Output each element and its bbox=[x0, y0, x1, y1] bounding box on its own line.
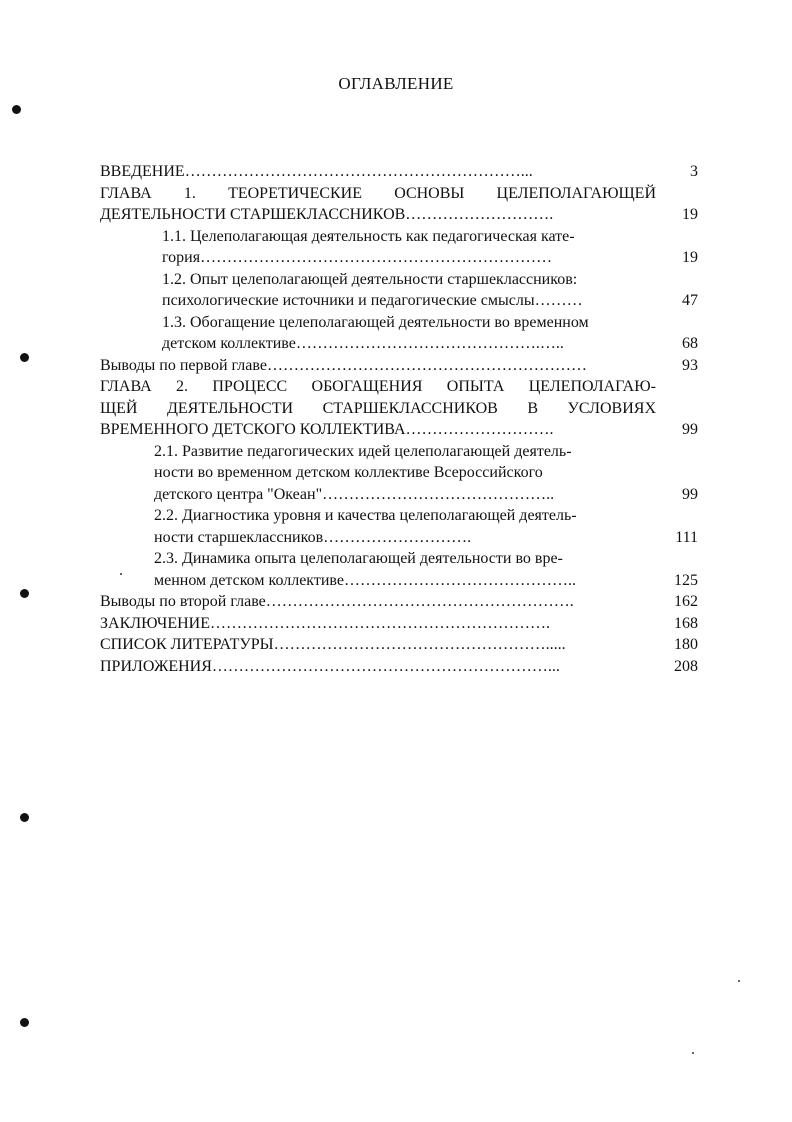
toc-entry-title: ГЛАВА 2. ПРОЦЕСС ОБОГАЩЕНИЯ ОПЫТА ЦЕЛЕПОЛАГАЮ- bbox=[100, 378, 656, 395]
toc-page-number: 68 bbox=[682, 335, 698, 352]
toc-page-number: 19 bbox=[682, 249, 698, 266]
toc-leader-dots: ………………………. bbox=[405, 206, 554, 223]
toc-entry-title-continued: менном детском коллективе bbox=[154, 571, 344, 589]
toc-page-number: 3 bbox=[690, 163, 698, 180]
toc-entry-title-continued: ДЕЯТЕЛЬНОСТИ СТАРШЕКЛАССНИКОВ bbox=[100, 206, 406, 223]
toc-page-number: 180 bbox=[674, 636, 698, 653]
punch-hole-dot bbox=[20, 353, 29, 362]
toc-page-number: 47 bbox=[682, 292, 698, 309]
toc-leader-dots: ……………………………………….….. bbox=[295, 335, 564, 352]
punch-hole-dot bbox=[20, 589, 29, 598]
toc-entry-conclusions-chapter-1[interactable] bbox=[100, 355, 700, 377]
toc-entry-title-continued: детском коллективе bbox=[162, 335, 296, 352]
toc-entry-appendices[interactable] bbox=[100, 656, 700, 678]
toc-page-number: 93 bbox=[682, 356, 698, 374]
scan-speck bbox=[738, 980, 740, 982]
page-title: ОГЛАВЛЕНИЕ bbox=[338, 74, 454, 93]
toc-entry-chapter-2[interactable] bbox=[100, 376, 700, 441]
toc-leader-dots: ………………………. bbox=[405, 421, 554, 438]
toc-page-number: 168 bbox=[674, 614, 698, 632]
toc-entry-section-1-3[interactable] bbox=[100, 312, 700, 355]
toc-entry-title-continued: ности во временном детском коллективе Всероссийского bbox=[154, 464, 543, 481]
toc-leader-dots: ………………………………………………………. bbox=[209, 614, 550, 632]
toc-page-number: 125 bbox=[674, 571, 698, 589]
toc-entry-title-continued: ности старшеклассников bbox=[154, 528, 324, 546]
toc-leader-dots: ………………………………………………………... bbox=[184, 163, 533, 180]
toc-page-number: 19 bbox=[682, 206, 698, 223]
table-of-contents bbox=[100, 161, 700, 677]
toc-entry-title: 1.1. Целеполагающая деятельность как педагогическая кате- bbox=[162, 227, 575, 245]
toc-page-number: 208 bbox=[674, 657, 698, 675]
toc-entry-title: 2.3. Динамика опыта целеполагающей деятельности во вре- bbox=[154, 550, 563, 567]
toc-entry-section-2-1[interactable] bbox=[100, 441, 700, 506]
toc-entry-conclusions-chapter-2[interactable] bbox=[100, 591, 700, 613]
toc-entry-section-2-2[interactable] bbox=[100, 505, 700, 548]
toc-entry-title-continued: ВРЕМЕННОГО ДЕТСКОГО КОЛЛЕКТИВА bbox=[100, 421, 406, 438]
toc-entry-references[interactable] bbox=[100, 634, 700, 656]
toc-entry-title: СПИСОК ЛИТЕРАТУРЫ bbox=[100, 636, 274, 653]
punch-hole-dot bbox=[20, 1018, 29, 1027]
toc-entry-section-1-1[interactable] bbox=[100, 226, 700, 269]
toc-leader-dots: ………………………. bbox=[323, 528, 472, 546]
toc-entry-title: ВВЕДЕНИЕ bbox=[100, 163, 185, 180]
toc-entry-title-continued: психологические источники и педагогические смыслы bbox=[162, 292, 535, 309]
toc-entry-title: 2.1. Развитие педагогических идей целеполагающей деятель- bbox=[154, 442, 572, 460]
toc-leader-dots: …………………………………….. bbox=[343, 571, 576, 589]
toc-entry-intro[interactable] bbox=[100, 161, 700, 183]
toc-entry-conclusion[interactable] bbox=[100, 613, 700, 635]
toc-entry-title: 1.2. Опыт целеполагающей деятельности старшеклассников: bbox=[162, 270, 578, 288]
toc-page-number: 111 bbox=[675, 528, 698, 546]
toc-entry-title-continued: гория bbox=[162, 249, 201, 266]
toc-entry-title: ПРИЛОЖЕНИЯ bbox=[100, 657, 212, 675]
toc-leader-dots: …………………………………………………. bbox=[265, 593, 574, 610]
punch-hole-dot bbox=[20, 813, 29, 822]
toc-entry-title: Выводы по второй главе bbox=[100, 593, 266, 610]
toc-entry-title: 2.2. Диагностика уровня и качества целеполагающей деятель- bbox=[154, 507, 577, 524]
scan-speck bbox=[692, 1052, 694, 1054]
toc-page-number: 99 bbox=[682, 421, 698, 438]
toc-leader-dots: ………………………………………………………… bbox=[200, 249, 553, 266]
punch-hole-dot bbox=[12, 105, 21, 114]
toc-entry-title: ГЛАВА 1. ТЕОРЕТИЧЕСКИЕ ОСНОВЫ ЦЕЛЕПОЛАГАЮЩЕЙ bbox=[100, 184, 656, 202]
toc-entry-title: 1.3. Обогащение целеполагающей деятельности во временном bbox=[162, 313, 589, 331]
toc-entry-title-continued: ЩЕЙ ДЕЯТЕЛЬНОСТИ СТАРШЕКЛАССНИКОВ В УСЛОВИЯХ bbox=[100, 399, 656, 417]
toc-leader-dots: ……………………………………………..... bbox=[273, 636, 566, 653]
toc-entry-section-1-2[interactable] bbox=[100, 269, 700, 312]
toc-entry-chapter-1[interactable] bbox=[100, 183, 700, 226]
toc-entry-title: Выводы по первой главе bbox=[100, 356, 267, 374]
toc-page-number: 99 bbox=[682, 485, 698, 503]
toc-leader-dots: ……… bbox=[534, 292, 583, 309]
toc-leader-dots: …………………………………….. bbox=[322, 485, 555, 503]
toc-entry-title-continued: детского центра "Океан" bbox=[154, 485, 323, 503]
toc-leader-dots: …………………………………………………… bbox=[266, 356, 587, 374]
toc-leader-dots: ………………………………………………………... bbox=[211, 657, 560, 675]
toc-page-number: 162 bbox=[674, 593, 698, 610]
toc-entry-section-2-3[interactable] bbox=[100, 548, 700, 591]
toc-entry-title: ЗАКЛЮЧЕНИЕ bbox=[100, 614, 210, 632]
